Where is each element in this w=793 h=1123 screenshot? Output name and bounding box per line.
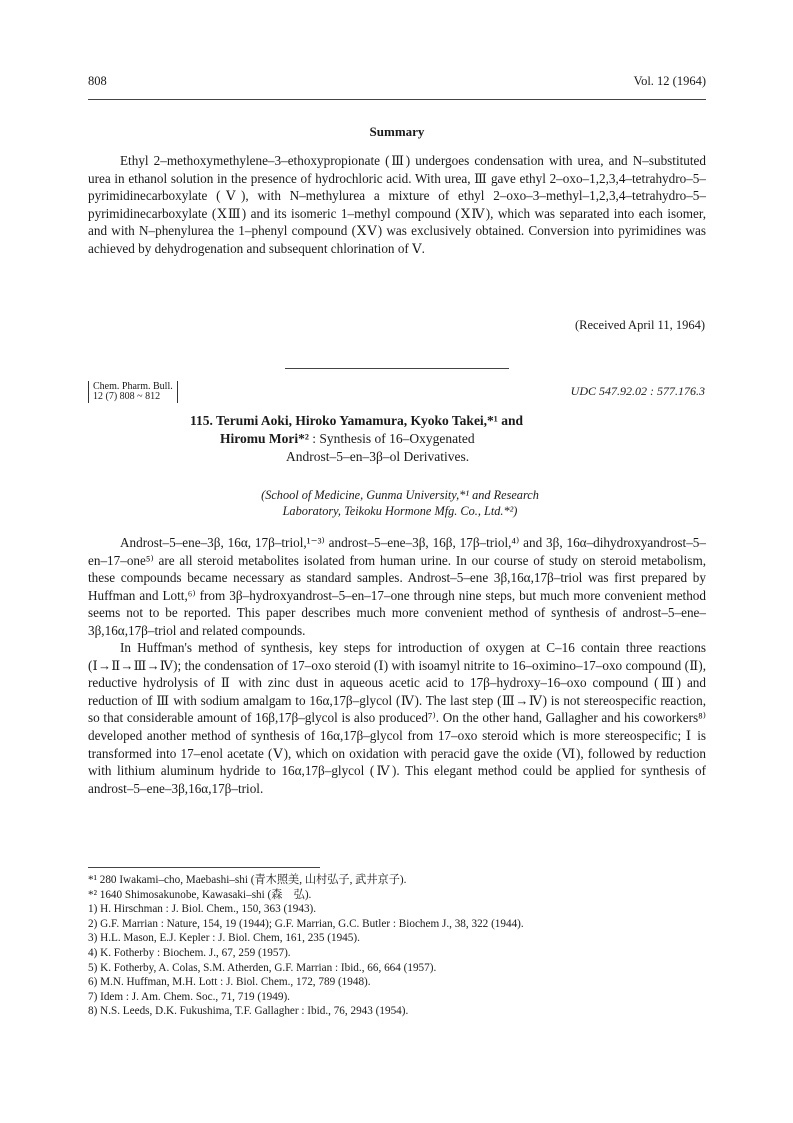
affiliation-line2: Laboratory, Teikoku Hormone Mfg. Co., Ltd.*²) [282,504,518,518]
body-paragraph-2: In Huffman's method of synthesis, key steps for introduction of oxygen at C–16 contain three reactions (Ⅰ→Ⅱ→Ⅲ→Ⅳ); the condensation of 17–oxo steroid (Ⅰ) with isoamyl nitrite to 16–oximino–17–oxo compound (Ⅱ), reductive hydrolysis of Ⅱ with zinc dust in aqueous acetic acid to 17β–hydroxy–16–oxo compound (Ⅲ) and reduction of Ⅲ with sodium amalgam to 16α,17β–glycol (Ⅳ). The last step (Ⅲ→Ⅳ) is not stereospecific reaction, so that considerable amount of 16β,17β–glycol is also produced⁷⁾. On the other hand, Gallagher and his coworkers⁸⁾ developed another method of synthesis of 16α,17β–glycol from 17–oxo steroid which is more stereospecific; Ⅰ is transformed into 17–enol acetate (Ⅴ), which on oxidation with peracid gave the oxide (Ⅵ), followed by reduction with lithium aluminum hydride to 16α,17β–glycol (Ⅳ). This elegant method could be applied for synthesis of androst–5–ene–3β,16α,17β–triol. [88,640,706,796]
summary-text: Ethyl 2–methoxymethylene–3–ethoxypropionate (Ⅲ) undergoes condensation with urea, and N–substituted urea in ethanol solution in the presence of hydrochloric acid. With urea, Ⅲ gave ethyl 2–oxo–1,2,3,4–tetrahydro–5–pyrimidinecarboxylate (Ⅴ), with N–methylurea a mixture of ethyl 2–oxo–3–methyl–1,2,3,4–tetrahydro–5–pyrimidinecarboxylate (ⅩⅢ) and its isomeric 1–methyl compound (ⅩⅣ), which was separated into each isomer, and with N–phenylurea the 1–phenyl compound (ⅩⅤ) was exclusively obtained. Conversion into pyrimidines was achieved by dehydrogenation and subsequent chlorination of Ⅴ. [88,153,706,256]
journal-volume: Vol. 12 (1964) [633,74,706,88]
udc-code: UDC 547.92.02 : 577.176.3 [570,384,705,398]
author-last: Hiromu Mori*² [220,431,309,446]
article-title-part1: : Synthesis of 16–Oxygenated [308,431,475,446]
affiliation-line1: (School of Medicine, Gunma University,*¹ and Research [261,488,539,502]
article-title-part2: Androst–5–en–3β–ol Derivatives. [286,449,470,464]
received-date: (Received April 11, 1964) [574,318,705,332]
journal-citation [88,381,178,403]
footnote-item: 1) H. Hirschman : J. Biol. Chem., 150, 363 (1943). [88,903,317,916]
header-rule [88,99,706,100]
footnote-item: *² 1640 Shimosakunobe, Kawasaki–shi (森 弘). [88,888,312,901]
page-number: 808 [88,74,107,88]
footnotes-list [88,873,706,1019]
footnote-item: *¹ 280 Iwakami–cho, Maebashi–shi (青木照美, 山村弘子, 武井京子). [88,874,407,886]
section-divider [285,368,509,369]
article-title-block [190,412,620,466]
footnote-item: 3) H.L. Mason, E.J. Kepler : J. Biol. Chem, 161, 235 (1945). [88,932,360,945]
affiliation [220,487,580,519]
footnote-item: 7) Idem : J. Am. Chem. Soc., 71, 719 (1949). [88,990,290,1003]
footnote-item: 2) G.F. Marrian : Nature, 154, 19 (1944); G.F. Marrian, G.C. Butler : Biochem J., 38, 322 (1944). [88,917,524,930]
body-paragraph-1: Androst–5–ene–3β, 16α, 17β–triol,¹⁻³⁾ androst–5–ene–3β, 16β, 17β–triol,⁴⁾ and 3β, 16α–dihydroxyandrost–5–en–17–one⁵⁾ are all steroid metabolites isolated from human urine. In our course of study on steroid metabolism, these compounds became necessary as standard samples. Androst–5–ene 3β,16α,17β–triol was first prepared by Huffman and Lott,⁶⁾ from 3β–hydroxyandrost–5–en–17–one through nine steps, but much more convenient method seems not to be reported. This paper describes much more convenient method of synthesis of androst–5–ene–3β,16α,17β–triol and related compounds. [88,535,706,638]
article-authors-line2 [190,430,620,448]
footnote-item: 5) K. Fotherby, A. Colas, S.M. Atherden, G.F. Marrian : Ibid., 66, 664 (1957). [88,961,437,974]
summary-title: Summary [369,124,425,139]
citation-journal: Chem. Pharm. Bull. [93,381,173,392]
footnote-item: 6) M.N. Huffman, M.H. Lott : J. Biol. Chem., 172, 789 (1948). [88,976,371,989]
footnote-item: 4) K. Fotherby : Biochem. J., 67, 259 (1957). [88,946,291,959]
article-number-authors: 115. Terumi Aoki, Hiroko Yamamura, Kyoko Takei,*¹ and [190,413,523,428]
footnote-item: 8) N.S. Leeds, D.K. Fukushima, T.F. Gallagher : Ibid., 76, 2943 (1954). [88,1005,409,1018]
citation-issue-pages: 12 (7) 808 ~ 812 [93,391,161,402]
footnote-rule [88,867,320,868]
